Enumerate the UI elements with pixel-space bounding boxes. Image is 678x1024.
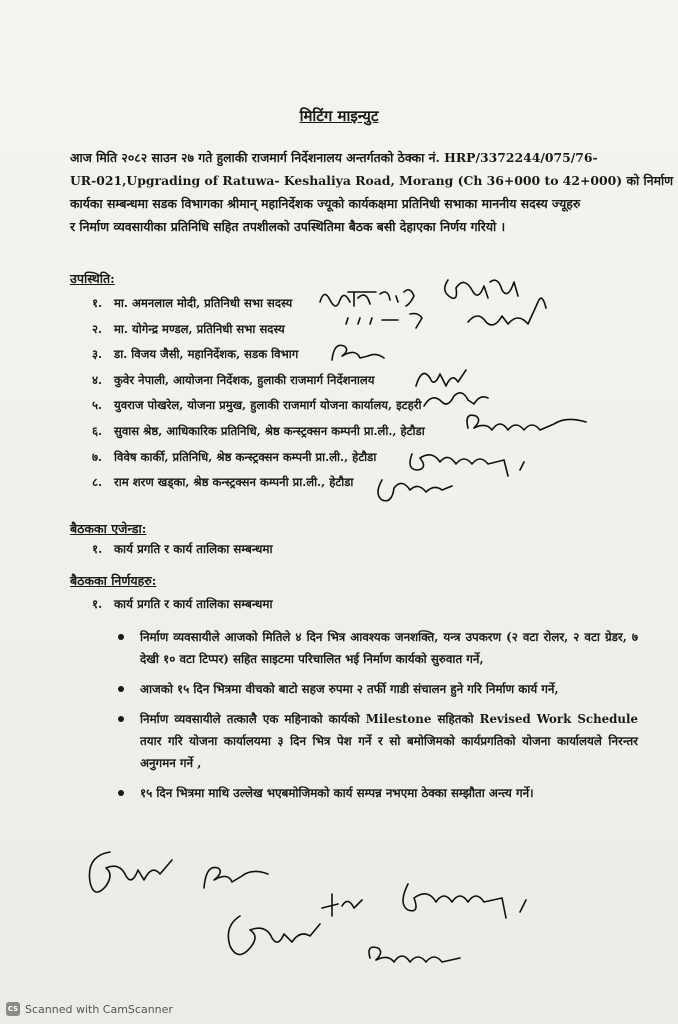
decision-bullet <box>118 708 638 774</box>
attendee-text: कुवेर नेपाली, आयोजना निर्देशक, हुलाकी राजमार्ग निर्देशनालय <box>114 372 375 387</box>
decision-bullet <box>118 782 638 804</box>
intro-line: र निर्माण व्यवसायीका प्रतिनिधि सहित तपशीलको उपस्थितिमा बैठक बसी देहाएका निर्णय गरियो । <box>70 219 506 234</box>
attendee-number: १. <box>92 296 103 310</box>
decisions-heading: बैठकका निर्णयहरु: <box>70 573 157 588</box>
attendee-number: ८. <box>92 475 103 490</box>
decision-bullet-text: १५ दिन भित्रमा माथि उल्लेख भएबमोजिमको कार्य सम्पन्न नभएमा ठेक्का सम्झौता अन्त्य गर्ने। <box>140 786 534 800</box>
bullet-dot-icon <box>118 790 124 796</box>
intro-line: आज मिति २०८२ साउन २७ गते हुलाकी राजमार्ग निर्देशनालय अन्तर्गतको ठेक्का नं. HRP/3372244/075/76- <box>70 150 598 165</box>
attendee-row <box>92 419 452 445</box>
intro-line: कार्यका सम्बन्धमा सडक विभागका श्रीमान् महानिर्देशक ज्यूको कार्यकक्षमा प्रतिनिधी सभाका माननीय सदस्य ज्यूहरु <box>70 196 581 211</box>
decision-number: १. <box>92 597 103 611</box>
attendee-text: सुवास श्रेष्ठ, आधिकारिक प्रतिनिधि, श्रेष्ठ कन्स्ट्रक्सन कम्पनी प्रा.ली., हेटौडा <box>114 423 425 438</box>
signature-3 <box>328 338 388 368</box>
decision-bullet-text: निर्माण व्यवसायीले तत्कालै एक महिनाको कार्यको Milestone सहितको Revised Work Schedule तयार गरि योजना कार्यालयमा ३ दिन भित्र पेश गर्ने र सो बमोजिमको कार्यप्रगतिको योजना कार्यालयले निरन्तर अनुगमन गर्ने , <box>140 712 638 770</box>
decision-bullet-text: निर्माण व्यवसायीले आजको मितिले ४ दिन भित्र आवश्यक जनशक्ति, यन्त्र उपकरण (२ वटा रोलर, २ वटा ग्रेडर, ७ देखी १० वटा टिप्पर) सहित साइटमा परिचालित भई निर्माण कार्यको सुरुवात गर्ने, <box>140 630 638 666</box>
signature-bottom-5 <box>396 870 546 930</box>
attendee-row <box>92 368 452 394</box>
attendee-text: डा. विजय जैसी, महानिर्देशक, सडक विभाग <box>114 347 299 362</box>
attendance-heading: उपस्थिति: <box>70 271 115 286</box>
signature-1 <box>438 272 558 332</box>
bullet-dot-icon <box>118 716 124 722</box>
signature-bottom-2 <box>198 858 278 898</box>
camscanner-logo-icon: CS <box>6 1002 20 1016</box>
agenda-item <box>92 541 273 557</box>
attendee-number: ७. <box>92 449 103 464</box>
agenda-heading: बैठकका एजेन्डा: <box>70 521 147 536</box>
camscanner-watermark <box>6 1002 173 1016</box>
attendee-row <box>92 393 452 419</box>
attendee-number: ४. <box>92 372 103 387</box>
decision-group-title <box>92 596 273 612</box>
signature-8 <box>372 468 472 508</box>
attendee-number: ३. <box>92 347 103 362</box>
bullet-dot-icon <box>118 686 124 692</box>
signature-bottom-3 <box>220 906 330 966</box>
bullet-dot-icon <box>118 634 124 640</box>
attendee-number: २. <box>92 321 103 336</box>
attendee-text: विवेष कार्की, प्रतिनिधि, श्रेष्ठ कन्स्ट्रक्सन कम्पनी प्रा.ली., हेटौडा <box>114 449 377 464</box>
attendee-text: युवराज पोखरेल, योजना प्रमुख, हुलाकी राजमार्ग योजना कार्यालय, इटहरी <box>114 398 422 413</box>
attendee-row <box>92 342 452 368</box>
agenda-number: १. <box>92 542 103 556</box>
attendee-row <box>92 445 452 471</box>
attendee-text: राम शरण खड्का, श्रेष्ठ कन्स्ट्रक्सन कम्पनी प्रा.ली., हेटौडा <box>114 475 354 490</box>
decision-bullet <box>118 678 638 700</box>
attendee-number: ५. <box>92 398 103 413</box>
document-title: मिटिंग माइन्युट <box>299 107 379 125</box>
agenda-text: कार्य प्रगति र कार्य तालिका सम्बन्धमा <box>114 542 273 556</box>
decision-bullet-list <box>118 626 638 812</box>
signature-bottom-6 <box>364 938 484 978</box>
intro-paragraph <box>70 146 674 238</box>
signature-bottom-4 <box>318 886 368 926</box>
decision-bullet-text: आजको १५ दिन भित्रमा वीचको बाटो सहज रुपमा २ तर्फी गाडी संचालन हुने गरि निर्माण कार्य गर्ने, <box>140 682 559 696</box>
intro-line: UR-021,Upgrading of Ratuwa- Keshaliya Road, Morang (Ch 36+000 to 42+000) को निर्माण <box>70 173 674 188</box>
decision-bullet <box>118 626 638 670</box>
watermark-text: Scanned with CamScanner <box>25 1002 173 1016</box>
decision-title: कार्य प्रगति र कार्य तालिका सम्बन्धमा <box>114 597 273 611</box>
handwritten-date-note <box>318 284 448 334</box>
signature-bottom-1 <box>80 846 180 906</box>
attendee-text: मा. अमनलाल मोदी, प्रतिनिधी सभा सदस्य <box>114 296 293 310</box>
attendee-text: मा. योगेन्द्र मण्डल, प्रतिनिधी सभा सदस्य <box>114 321 285 336</box>
attendee-number: ६. <box>92 423 103 438</box>
